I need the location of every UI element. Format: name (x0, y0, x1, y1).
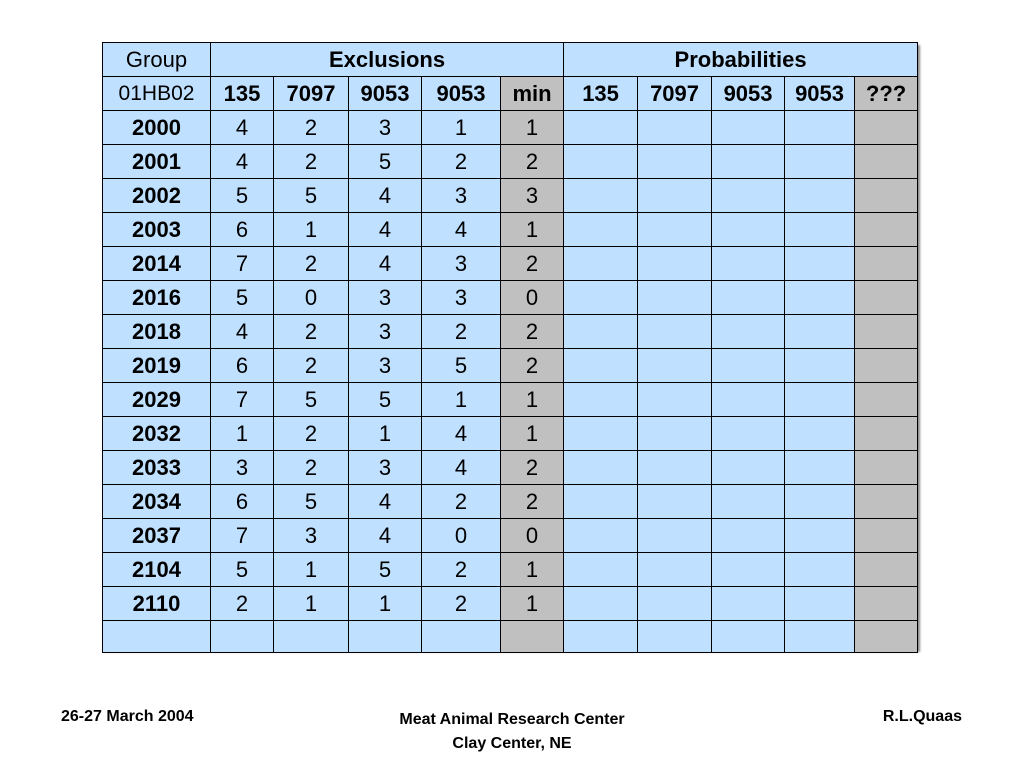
exclusion-cell: 3 (349, 349, 422, 383)
table-row (103, 417, 918, 451)
min-cell: 1 (501, 383, 564, 417)
exclusion-cell: 6 (211, 485, 274, 519)
table-row (103, 451, 918, 485)
exclusion-cell: 4 (422, 417, 501, 451)
exclusion-cell: 3 (422, 281, 501, 315)
min-cell: 2 (501, 315, 564, 349)
exclusion-cell: 5 (274, 485, 349, 519)
probability-col-header: 135 (564, 77, 638, 111)
exclusion-cell: 4 (211, 145, 274, 179)
exclusion-cell: 5 (274, 179, 349, 213)
probability-cell (855, 349, 918, 383)
probability-cell (785, 553, 855, 587)
probability-cell (855, 213, 918, 247)
exclusion-cell: 2 (274, 451, 349, 485)
exclusion-cell: 2 (274, 247, 349, 281)
probability-cell (564, 247, 638, 281)
exclusion-cell: 4 (349, 519, 422, 553)
probability-cell (855, 553, 918, 587)
exclusion-cell: 7 (211, 383, 274, 417)
table-row (103, 553, 918, 587)
header-row-2 (103, 77, 918, 111)
row-label: 2029 (103, 383, 211, 417)
min-cell: 0 (501, 519, 564, 553)
exclusions-header: Exclusions (211, 43, 564, 77)
min-cell: 2 (501, 247, 564, 281)
probability-cell (855, 519, 918, 553)
blank-row (103, 621, 918, 653)
probability-col-header: 9053 (785, 77, 855, 111)
header-row-1 (103, 43, 918, 77)
footer-center-line1: Meat Animal Research Center (399, 711, 625, 728)
empty-cell (422, 621, 501, 653)
probability-cell (564, 417, 638, 451)
row-label: 2037 (103, 519, 211, 553)
probability-cell (564, 553, 638, 587)
table-row (103, 587, 918, 621)
table-row (103, 145, 918, 179)
probability-cell (712, 111, 785, 145)
row-label: 2032 (103, 417, 211, 451)
probability-cell (564, 315, 638, 349)
exclusion-cell: 2 (274, 145, 349, 179)
exclusion-cell: 3 (422, 179, 501, 213)
row-label: 2001 (103, 145, 211, 179)
probability-cell (855, 485, 918, 519)
footer-author: R.L.Quaas (882, 708, 962, 725)
exclusion-cell: 3 (349, 315, 422, 349)
row-label: 2019 (103, 349, 211, 383)
probability-cell (855, 145, 918, 179)
exclusion-cell: 2 (422, 553, 501, 587)
exclusion-cell: 4 (422, 451, 501, 485)
probability-cell (638, 281, 712, 315)
exclusion-cell: 4 (349, 485, 422, 519)
probability-cell (855, 281, 918, 315)
exclusion-cell: 0 (274, 281, 349, 315)
exclusion-cell: 1 (422, 383, 501, 417)
min-cell: 3 (501, 179, 564, 213)
probability-cell (855, 111, 918, 145)
probability-cell (855, 247, 918, 281)
table-row (103, 349, 918, 383)
exclusion-cell: 2 (422, 315, 501, 349)
exclusion-cell: 6 (211, 213, 274, 247)
empty-cell (501, 621, 564, 653)
table-row (103, 213, 918, 247)
empty-cell (785, 621, 855, 653)
empty-cell (274, 621, 349, 653)
row-label: 2016 (103, 281, 211, 315)
min-cell: 2 (501, 145, 564, 179)
exclusion-cell: 1 (422, 111, 501, 145)
exclusion-cell: 4 (211, 315, 274, 349)
footer-center (361, 708, 663, 756)
exclusion-cell: 2 (274, 111, 349, 145)
exclusion-cell: 5 (349, 383, 422, 417)
exclusion-cell: 1 (349, 587, 422, 621)
exclusion-cell: 2 (274, 417, 349, 451)
group-id: 01HB02 (103, 77, 211, 111)
probability-cell (785, 247, 855, 281)
probability-cell (785, 383, 855, 417)
min-cell: 2 (501, 485, 564, 519)
table-row (103, 485, 918, 519)
row-label: 2003 (103, 213, 211, 247)
exclusion-cell: 2 (422, 587, 501, 621)
footer-date: 26-27 March 2004 (61, 708, 194, 725)
exclusion-cell: 3 (349, 111, 422, 145)
probability-cell (785, 281, 855, 315)
probability-cell (785, 519, 855, 553)
empty-cell (855, 621, 918, 653)
exclusion-cell: 1 (211, 417, 274, 451)
probability-cell (855, 451, 918, 485)
probability-cell (855, 587, 918, 621)
min-cell: 1 (501, 587, 564, 621)
empty-cell (638, 621, 712, 653)
exclusion-cell: 3 (274, 519, 349, 553)
probability-cell (564, 349, 638, 383)
probability-cell (712, 349, 785, 383)
row-label: 2018 (103, 315, 211, 349)
table-row (103, 247, 918, 281)
row-label: 2002 (103, 179, 211, 213)
exclusion-cell: 1 (274, 587, 349, 621)
exclusion-cell: 2 (422, 485, 501, 519)
exclusion-cell: 2 (422, 145, 501, 179)
data-table-container (102, 42, 917, 649)
empty-cell (103, 621, 211, 653)
row-label: 2000 (103, 111, 211, 145)
exclusion-cell: 4 (349, 247, 422, 281)
group-header: Group (103, 43, 211, 77)
exclusion-cell: 5 (349, 553, 422, 587)
probability-cell (638, 213, 712, 247)
row-label: 2033 (103, 451, 211, 485)
probability-cell (712, 553, 785, 587)
probability-cell (785, 349, 855, 383)
probability-cell (712, 281, 785, 315)
exclusions-probabilities-table (102, 42, 918, 653)
exclusion-cell: 2 (274, 315, 349, 349)
empty-cell (349, 621, 422, 653)
probability-cell (638, 485, 712, 519)
probability-cell (638, 383, 712, 417)
probability-cell (564, 179, 638, 213)
min-cell: 1 (501, 213, 564, 247)
probability-cell (785, 485, 855, 519)
exclusion-col-header: 135 (211, 77, 274, 111)
min-cell: 1 (501, 553, 564, 587)
exclusion-cell: 3 (211, 451, 274, 485)
table-row (103, 519, 918, 553)
exclusion-cell: 2 (274, 349, 349, 383)
probability-cell (785, 145, 855, 179)
min-cell: 0 (501, 281, 564, 315)
exclusion-cell: 4 (211, 111, 274, 145)
footer-center-line2: Clay Center, NE (452, 735, 572, 752)
probability-cell (712, 315, 785, 349)
probability-cell (564, 383, 638, 417)
probability-cell (712, 383, 785, 417)
exclusion-col-header: 9053 (422, 77, 501, 111)
probability-col-header: 9053 (712, 77, 785, 111)
exclusion-cell: 5 (274, 383, 349, 417)
probability-unknown-header: ??? (855, 77, 918, 111)
exclusion-cell: 5 (422, 349, 501, 383)
exclusion-cell: 4 (349, 213, 422, 247)
probability-cell (712, 451, 785, 485)
probability-cell (855, 315, 918, 349)
probability-cell (564, 451, 638, 485)
probability-cell (638, 247, 712, 281)
probability-cell (638, 553, 712, 587)
exclusion-cell: 7 (211, 519, 274, 553)
probability-cell (855, 383, 918, 417)
probability-col-header: 7097 (638, 77, 712, 111)
table-row (103, 281, 918, 315)
probability-cell (712, 213, 785, 247)
table-row (103, 111, 918, 145)
row-label: 2104 (103, 553, 211, 587)
exclusion-cell: 7 (211, 247, 274, 281)
probability-cell (638, 111, 712, 145)
probability-cell (638, 587, 712, 621)
table-row (103, 383, 918, 417)
probability-cell (564, 213, 638, 247)
min-cell: 2 (501, 451, 564, 485)
probability-cell (712, 485, 785, 519)
exclusion-cell: 5 (211, 281, 274, 315)
exclusion-cell: 1 (349, 417, 422, 451)
exclusion-cell: 3 (349, 281, 422, 315)
table-row (103, 315, 918, 349)
probability-cell (785, 179, 855, 213)
exclusion-cell: 5 (211, 179, 274, 213)
exclusion-cell: 5 (349, 145, 422, 179)
exclusion-cell: 0 (422, 519, 501, 553)
exclusion-col-header: 9053 (349, 77, 422, 111)
exclusion-cell: 6 (211, 349, 274, 383)
probability-cell (855, 417, 918, 451)
probability-cell (638, 315, 712, 349)
empty-cell (712, 621, 785, 653)
table-row (103, 179, 918, 213)
probability-cell (785, 587, 855, 621)
exclusion-cell: 4 (422, 213, 501, 247)
probability-cell (638, 519, 712, 553)
probability-cell (712, 519, 785, 553)
probability-cell (564, 485, 638, 519)
probability-cell (855, 179, 918, 213)
probability-cell (785, 213, 855, 247)
exclusion-cell: 3 (349, 451, 422, 485)
probability-cell (564, 587, 638, 621)
exclusion-cell: 1 (274, 213, 349, 247)
probability-cell (638, 179, 712, 213)
probability-cell (638, 349, 712, 383)
row-label: 2034 (103, 485, 211, 519)
exclusion-cell: 3 (422, 247, 501, 281)
exclusion-min-header: min (501, 77, 564, 111)
probability-cell (712, 145, 785, 179)
probability-cell (564, 281, 638, 315)
min-cell: 2 (501, 349, 564, 383)
row-label: 2110 (103, 587, 211, 621)
probability-cell (638, 145, 712, 179)
empty-cell (564, 621, 638, 653)
exclusion-cell: 2 (211, 587, 274, 621)
probability-cell (564, 519, 638, 553)
probability-cell (785, 451, 855, 485)
empty-cell (211, 621, 274, 653)
min-cell: 1 (501, 417, 564, 451)
probability-cell (785, 417, 855, 451)
exclusion-cell: 5 (211, 553, 274, 587)
exclusion-col-header: 7097 (274, 77, 349, 111)
probability-cell (712, 247, 785, 281)
exclusion-cell: 4 (349, 179, 422, 213)
exclusion-cell: 1 (274, 553, 349, 587)
min-cell: 1 (501, 111, 564, 145)
row-label: 2014 (103, 247, 211, 281)
probability-cell (638, 417, 712, 451)
probability-cell (785, 315, 855, 349)
probability-cell (712, 179, 785, 213)
probability-cell (712, 587, 785, 621)
probabilities-header: Probabilities (564, 43, 918, 77)
probability-cell (712, 417, 785, 451)
probability-cell (785, 111, 855, 145)
probability-cell (564, 145, 638, 179)
probability-cell (638, 451, 712, 485)
probability-cell (564, 111, 638, 145)
